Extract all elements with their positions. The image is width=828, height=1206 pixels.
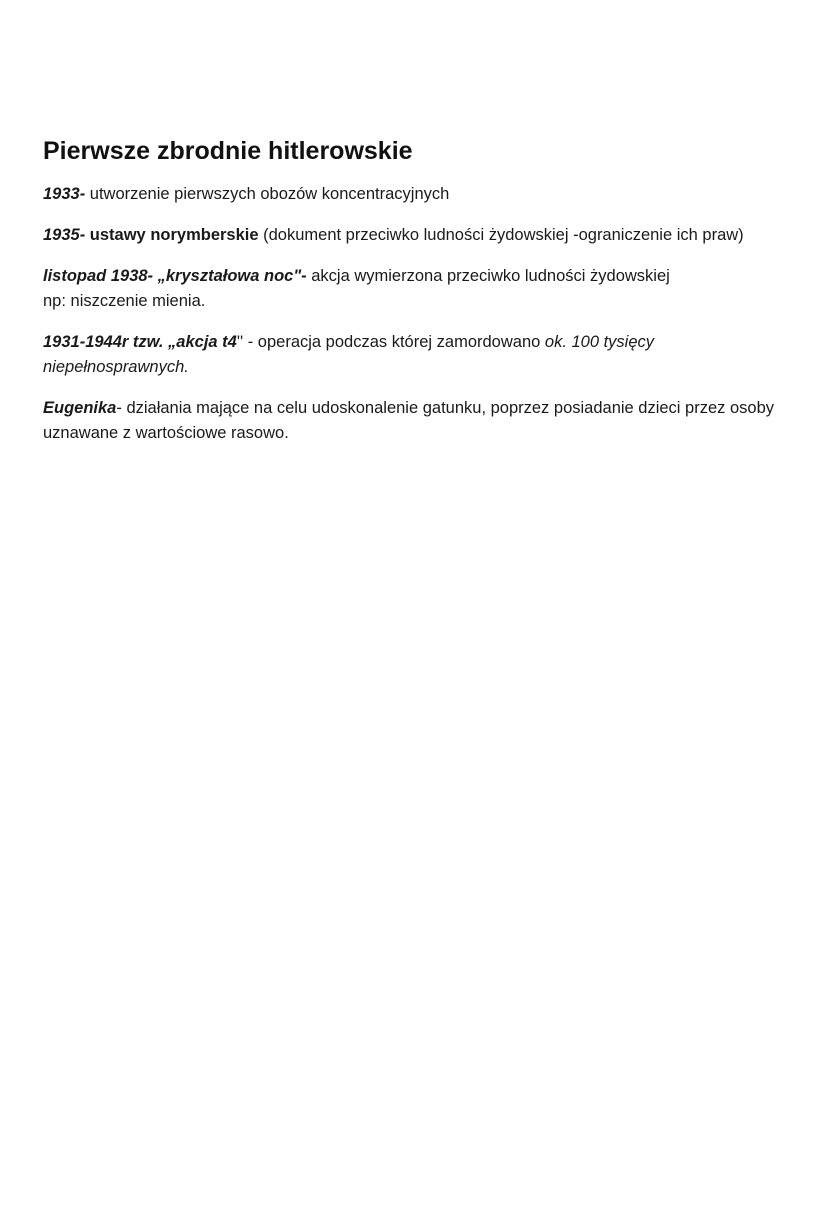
paragraph-text-line2: np: niszczenie mienia.: [43, 292, 206, 310]
term-label: ustawy norymberskie: [89, 226, 259, 244]
date-label: 1935-: [43, 226, 90, 244]
paragraph-text: utworzenie pierwszych obozów koncentracyjnych: [85, 185, 450, 203]
paragraph-text: - działania mające na celu udoskonalenie gatunku, poprzez posiadanie dzieci przez osoby uznawane z wartościowe rasowo.: [43, 399, 775, 442]
paragraph-1938: [43, 264, 788, 314]
paragraph-text: akcja wymierzona przeciwko ludności żydowskiej: [306, 267, 670, 285]
document-title: Pierwsze zbrodnie hitlerowskie: [43, 137, 413, 165]
paragraph-t4: [43, 330, 788, 380]
term-label: Eugenika: [43, 399, 117, 417]
date-label: 1931-1944r tzw. „akcja t4: [43, 333, 237, 351]
date-label: listopad 1938- „kryształowa noc"-: [43, 267, 307, 285]
paragraph-text: (dokument przeciwko ludności żydowskiej -ograniczenie ich praw): [258, 226, 744, 244]
paragraph-1935: [43, 223, 788, 248]
date-label: 1933-: [43, 185, 86, 203]
paragraph-eugenika: [43, 396, 788, 446]
paragraph-text: '' - operacja podczas której zamordowano: [236, 333, 545, 351]
paragraph-1933: [43, 182, 788, 207]
document-page: [43, 134, 788, 462]
paragraph-text-italic: ok. 100 tysięcy niepełnosprawnych.: [43, 333, 655, 376]
